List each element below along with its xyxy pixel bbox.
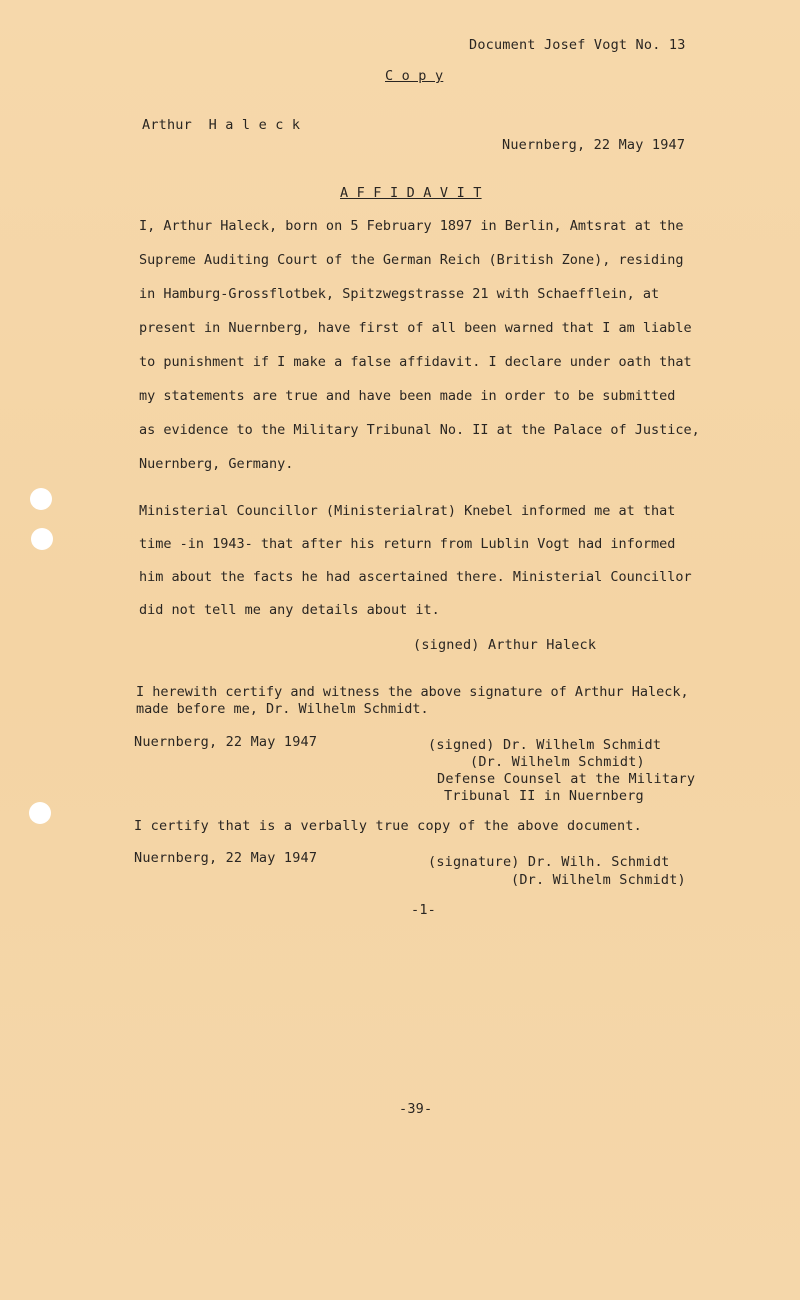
signer-role: Defense Counsel at the Military [437,771,696,787]
signature-schmidt: (signed) Dr. Wilhelm Schmidt [428,737,662,753]
paragraph-line: Nuernberg, Germany. [139,456,294,472]
paragraph-line: made before me, Dr. Wilhelm Schmidt. [136,701,429,717]
paragraph-line: my statements are true and have been made in order to be submitted [139,388,676,404]
signature-haleck: (signed) Arthur Haleck [413,637,597,653]
signer-name: (Dr. Wilhelm Schmidt) [511,872,686,888]
affidavit-paragraph-1 [139,218,729,490]
document-title: A F F I D A V I T [340,185,482,201]
signer-name: (Dr. Wilhelm Schmidt) [470,754,645,770]
document-reference: Document Josef Vogt No. 13 [469,37,686,53]
paragraph-line: time -in 1943- that after his return from Lublin Vogt had informed [139,536,676,552]
author-name: Arthur H a l e c k [142,117,301,133]
punch-hole [29,802,51,824]
copy-certification: I certify that is a verbally true copy of the above document. [134,818,642,834]
place-date: Nuernberg, 22 May 1947 [502,137,686,153]
paragraph-line: Supreme Auditing Court of the German Reich (British Zone), residing [139,252,684,268]
punch-hole [31,528,53,550]
signer-role: Tribunal II in Nuernberg [444,788,644,804]
copy-label: C o p y [385,68,444,84]
place-date: Nuernberg, 22 May 1947 [134,734,318,750]
paragraph-line: Ministerial Councillor (Ministerialrat) Knebel informed me at that [139,503,676,519]
paragraph-line: as evidence to the Military Tribunal No. II at the Palace of Justice, [139,422,700,438]
punch-hole [30,488,52,510]
affidavit-paragraph-2 [139,503,729,635]
place-date: Nuernberg, 22 May 1947 [134,850,318,866]
paragraph-line: did not tell me any details about it. [139,602,440,618]
paragraph-line: him about the facts he had ascertained there. Ministerial Councillor [139,569,692,585]
page-number: -39- [399,1101,433,1117]
witness-certification [136,684,726,718]
paragraph-line: I herewith certify and witness the above signature of Arthur Haleck, [136,684,689,700]
paragraph-line: I, Arthur Haleck, born on 5 February 1897 in Berlin, Amtsrat at the [139,218,684,234]
page-number: -1- [411,902,436,918]
signature-schmidt: (signature) Dr. Wilh. Schmidt [428,854,670,870]
paragraph-line: in Hamburg-Grossflotbek, Spitzwegstrasse 21 with Schaefflein, at [139,286,660,302]
paragraph-line: present in Nuernberg, have first of all been warned that I am liable [139,320,692,336]
paragraph-line: to punishment if I make a false affidavit. I declare under oath that [139,354,692,370]
